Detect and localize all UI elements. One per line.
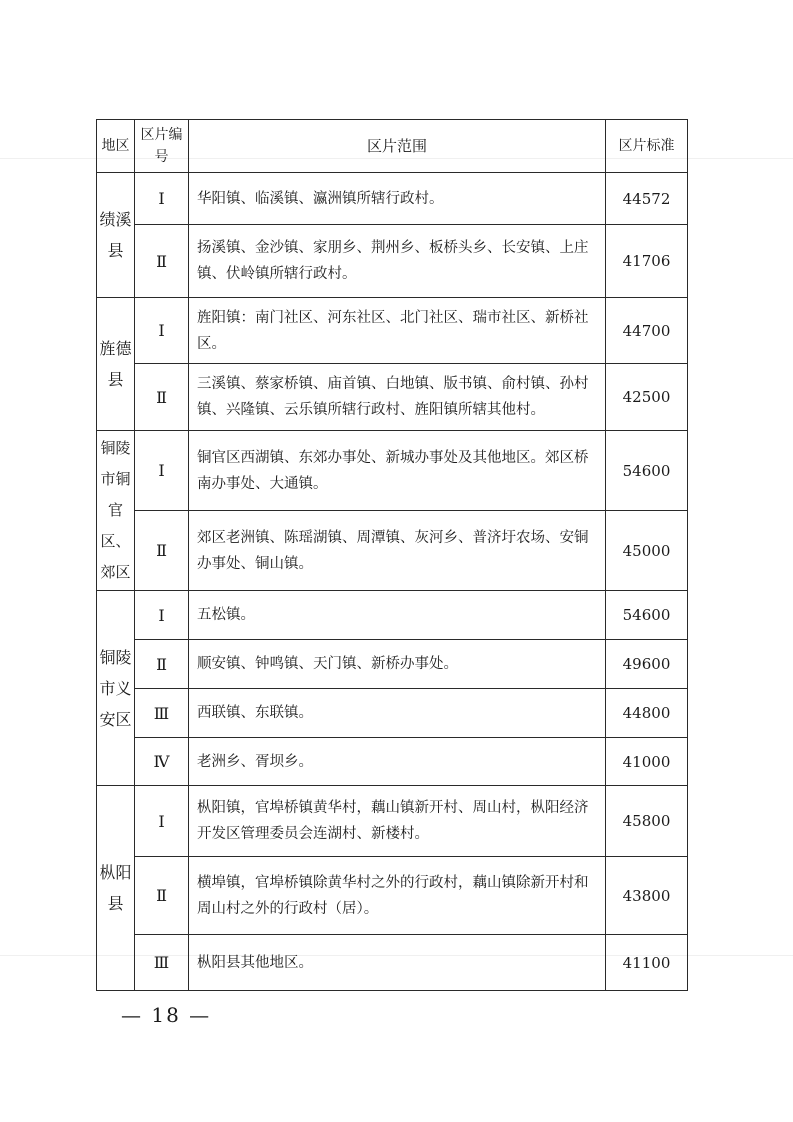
zone-scope: 西联镇、东联镇。 — [189, 689, 606, 738]
zone-code: Ⅰ — [135, 431, 189, 511]
table-row — [97, 591, 688, 640]
zone-code: Ⅰ — [135, 591, 189, 640]
table-header-row — [97, 120, 688, 173]
zone-scope: 五松镇。 — [189, 591, 606, 640]
zone-scope: 枞阳镇，官埠桥镇黄华村，藕山镇新开村、周山村，枞阳经济开发区管理委员会连湖村、新楼村。 — [189, 786, 606, 857]
zone-scope: 旌阳镇：南门社区、河东社区、北门社区、瑞市社区、新桥社区。 — [189, 298, 606, 364]
zone-standard: 54600 — [606, 431, 688, 511]
header-scope: 区片范围 — [189, 120, 606, 173]
table-row — [97, 511, 688, 591]
zone-scope: 枞阳县其他地区。 — [189, 935, 606, 991]
zone-standard: 43800 — [606, 857, 688, 935]
table-row — [97, 786, 688, 857]
zone-scope: 横埠镇，官埠桥镇除黄华村之外的行政村，藕山镇除新开村和周山村之外的行政村（居）。 — [189, 857, 606, 935]
zone-standard: 54600 — [606, 591, 688, 640]
table-row — [97, 364, 688, 431]
table-row — [97, 738, 688, 786]
table-row — [97, 689, 688, 738]
zone-scope: 扬溪镇、金沙镇、家朋乡、荆州乡、板桥头乡、长安镇、上庄镇、伏岭镇所辖行政村。 — [189, 225, 606, 298]
zone-standard: 44700 — [606, 298, 688, 364]
zone-standard: 44800 — [606, 689, 688, 738]
zone-code: Ⅱ — [135, 857, 189, 935]
table-row — [97, 935, 688, 991]
table-row — [97, 640, 688, 689]
zone-standard: 42500 — [606, 364, 688, 431]
region-name: 铜陵市铜官区、郊区 — [97, 431, 135, 591]
zone-code: Ⅱ — [135, 511, 189, 591]
zone-code: Ⅰ — [135, 298, 189, 364]
region-name: 绩溪县 — [97, 173, 135, 298]
zone-scope: 郊区老洲镇、陈瑶湖镇、周潭镇、灰河乡、普济圩农场、安铜办事处、铜山镇。 — [189, 511, 606, 591]
zone-standard: 45800 — [606, 786, 688, 857]
header-area: 地区 — [97, 120, 135, 173]
zone-scope: 铜官区西湖镇、东郊办事处、新城办事处及其他地区。郊区桥南办事处、大通镇。 — [189, 431, 606, 511]
zone-scope: 三溪镇、蔡家桥镇、庙首镇、白地镇、版书镇、俞村镇、孙村镇、兴隆镇、云乐镇所辖行政村、旌阳镇所辖其他村。 — [189, 364, 606, 431]
table-row — [97, 857, 688, 935]
region-name: 铜陵市义安区 — [97, 591, 135, 786]
zone-code: Ⅱ — [135, 225, 189, 298]
zone-scope: 老洲乡、胥坝乡。 — [189, 738, 606, 786]
zone-price-table — [96, 119, 688, 991]
zone-code: Ⅲ — [135, 689, 189, 738]
zone-code: Ⅱ — [135, 640, 189, 689]
zone-code: Ⅲ — [135, 935, 189, 991]
table-row — [97, 431, 688, 511]
zone-code: Ⅱ — [135, 364, 189, 431]
zone-standard: 44572 — [606, 173, 688, 225]
page-number: — 18 — — [121, 1003, 212, 1027]
zone-scope: 华阳镇、临溪镇、瀛洲镇所辖行政村。 — [189, 173, 606, 225]
table-row — [97, 298, 688, 364]
zone-standard: 41000 — [606, 738, 688, 786]
table-row — [97, 225, 688, 298]
header-standard: 区片标准 — [606, 120, 688, 173]
zone-standard: 41100 — [606, 935, 688, 991]
zone-code: Ⅰ — [135, 786, 189, 857]
zone-standard: 45000 — [606, 511, 688, 591]
zone-standard: 41706 — [606, 225, 688, 298]
zone-standard: 49600 — [606, 640, 688, 689]
region-name: 旌德县 — [97, 298, 135, 431]
zone-code: Ⅳ — [135, 738, 189, 786]
zone-scope: 顺安镇、钟鸣镇、天门镇、新桥办事处。 — [189, 640, 606, 689]
region-name: 枞阳县 — [97, 786, 135, 991]
header-code: 区片编号 — [135, 120, 189, 173]
table-row — [97, 173, 688, 225]
zone-code: Ⅰ — [135, 173, 189, 225]
